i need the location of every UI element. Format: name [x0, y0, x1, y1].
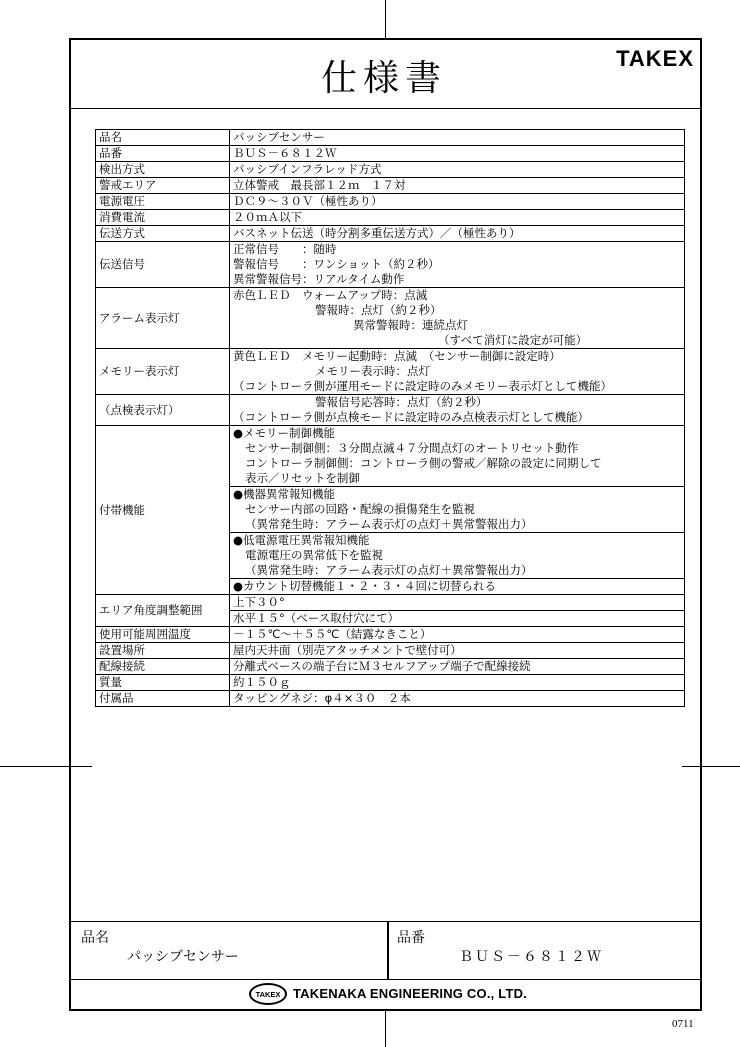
- row-label: 伝送信号: [96, 242, 230, 288]
- crop-mark-bottom: [385, 1011, 386, 1047]
- table-row: [96, 288, 685, 349]
- table-row: [96, 395, 685, 426]
- table-row: [96, 242, 685, 288]
- row-value: バスネット伝送（時分割多重伝送方式）／（極性あり）: [230, 226, 685, 242]
- row-label: アラーム表示灯: [96, 288, 230, 349]
- row-label: 質量: [96, 675, 230, 691]
- brand-logo: TAKEX: [616, 46, 694, 71]
- row-value: 正常信号 ：随時 警報信号 ：ワンショット（約２秒） 異常警報信号：リアルタイム動作: [230, 242, 685, 288]
- title-bar: [71, 40, 700, 109]
- row-label: 品番: [96, 146, 230, 162]
- footer-name-value: パッシブセンサー: [127, 949, 239, 965]
- row-value: 赤色ＬＥＤ ウォームアップ時：点滅 警報時：点灯（約２秒） 異常警報時：連続点灯 （すべて消灯に設定が可能）: [230, 288, 685, 349]
- row-label: 付属品: [96, 691, 230, 707]
- row-value: －１５℃～＋５５℃（結露なきこと）: [230, 627, 685, 643]
- row-value: ２０ｍＡ以下: [230, 210, 685, 226]
- footer-name-label: 品名: [81, 930, 109, 946]
- feature-group: ●機器異常報知機能 センサー内部の回路・配線の損傷発生を監視 （異常発生時：アラーム表示灯の点灯＋異常警報出力）: [230, 486, 684, 532]
- row-value: タッピングネジ：φ４×３０ ２本: [230, 691, 685, 707]
- row-label: 消費電流: [96, 210, 230, 226]
- row-label: 付帯機能: [96, 426, 230, 595]
- row-label: 警戒エリア: [96, 178, 230, 194]
- row-value: 屋内天井面（別売アタッチメントで壁付可）: [230, 643, 685, 659]
- row-label: 使用可能周囲温度: [96, 627, 230, 643]
- feature-group: ●低電源電圧異常報知機能 電源電圧の異常低下を監視 （異常発生時：アラーム表示灯の点灯＋異常警報出力）: [230, 532, 684, 578]
- row-value: ＤＣ９～３０Ｖ（極性あり）: [230, 194, 685, 210]
- table-row: [96, 659, 685, 675]
- table-row: [96, 146, 685, 162]
- table-row: [96, 210, 685, 226]
- footer-product-row: [71, 921, 700, 980]
- table-row: [96, 349, 685, 395]
- table-row: [96, 194, 685, 210]
- company-logo-mark: TAKEX: [249, 983, 287, 1005]
- crop-mark-top: [385, 0, 386, 38]
- page-title: 仕様書: [321, 58, 448, 99]
- table-row: [96, 643, 685, 659]
- table-row: [96, 162, 685, 178]
- row-value: 上下３０° 水平１５°（ベース取付穴にて）: [230, 595, 685, 627]
- table-row: [96, 691, 685, 707]
- table-row: [96, 226, 685, 242]
- company-name: TAKENAKA ENGINEERING CO., LTD.: [293, 986, 527, 1001]
- feature-group: ●カウント切替機能１・２・３・４回に切替られる: [230, 578, 684, 594]
- row-label: 伝送方式: [96, 226, 230, 242]
- row-label: 設置場所: [96, 643, 230, 659]
- footer-block: [71, 921, 700, 1011]
- table-row: [96, 675, 685, 691]
- row-value: 立体警戒 最長部１２ｍ １７対: [230, 178, 685, 194]
- row-label: 電源電圧: [96, 194, 230, 210]
- footer-divider: [387, 922, 389, 979]
- company-row: [71, 978, 700, 1011]
- row-value: ＢＵＳ－６８１２Ｗ: [230, 146, 685, 162]
- row-label: メモリー表示灯: [96, 349, 230, 395]
- document-frame: [69, 38, 702, 1011]
- footer-model-label: 品番: [397, 930, 425, 946]
- table-row: [96, 130, 685, 146]
- row-label: 品名: [96, 130, 230, 146]
- footer-model-value: ＢＵＳ－６８１２Ｗ: [459, 949, 603, 965]
- row-value: 約１５０ｇ: [230, 675, 685, 691]
- row-label: 検出方式: [96, 162, 230, 178]
- table-row: [96, 426, 685, 595]
- table-row: [96, 178, 685, 194]
- table-row: [96, 595, 685, 627]
- row-value: 黄色ＬＥＤ メモリー起動時：点滅 （センサー制御に設定時） メモリー表示時：点灯 （コントローラ側が運用モードに設定時のみメモリー表示灯として機能）: [230, 349, 685, 395]
- row-value: パッシブインフラレッド方式: [230, 162, 685, 178]
- spec-table: [95, 129, 685, 707]
- row-label: （点検表示灯）: [96, 395, 230, 426]
- row-value: パッシブセンサー: [230, 130, 685, 146]
- row-label: エリア角度調整範囲: [96, 595, 230, 627]
- revision-code: 0711: [672, 1018, 694, 1030]
- row-value: 分離式ベースの端子台にＭ３セルフアップ端子で配線接続: [230, 659, 685, 675]
- row-value: 警報信号応答時：点灯（約２秒） （コントローラ側が点検モードに設定時のみ点検表示灯として機能）: [230, 395, 685, 426]
- feature-group: ●メモリー制御機能 センサー制御側：３分間点滅４７分間点灯のオートリセット動作 コントローラ制御側：コントローラ側の警戒／解除の設定に同期して 表示／リセットを制御: [233, 426, 602, 485]
- row-label: 配線接続: [96, 659, 230, 675]
- table-row: [96, 627, 685, 643]
- row-value: [230, 426, 685, 595]
